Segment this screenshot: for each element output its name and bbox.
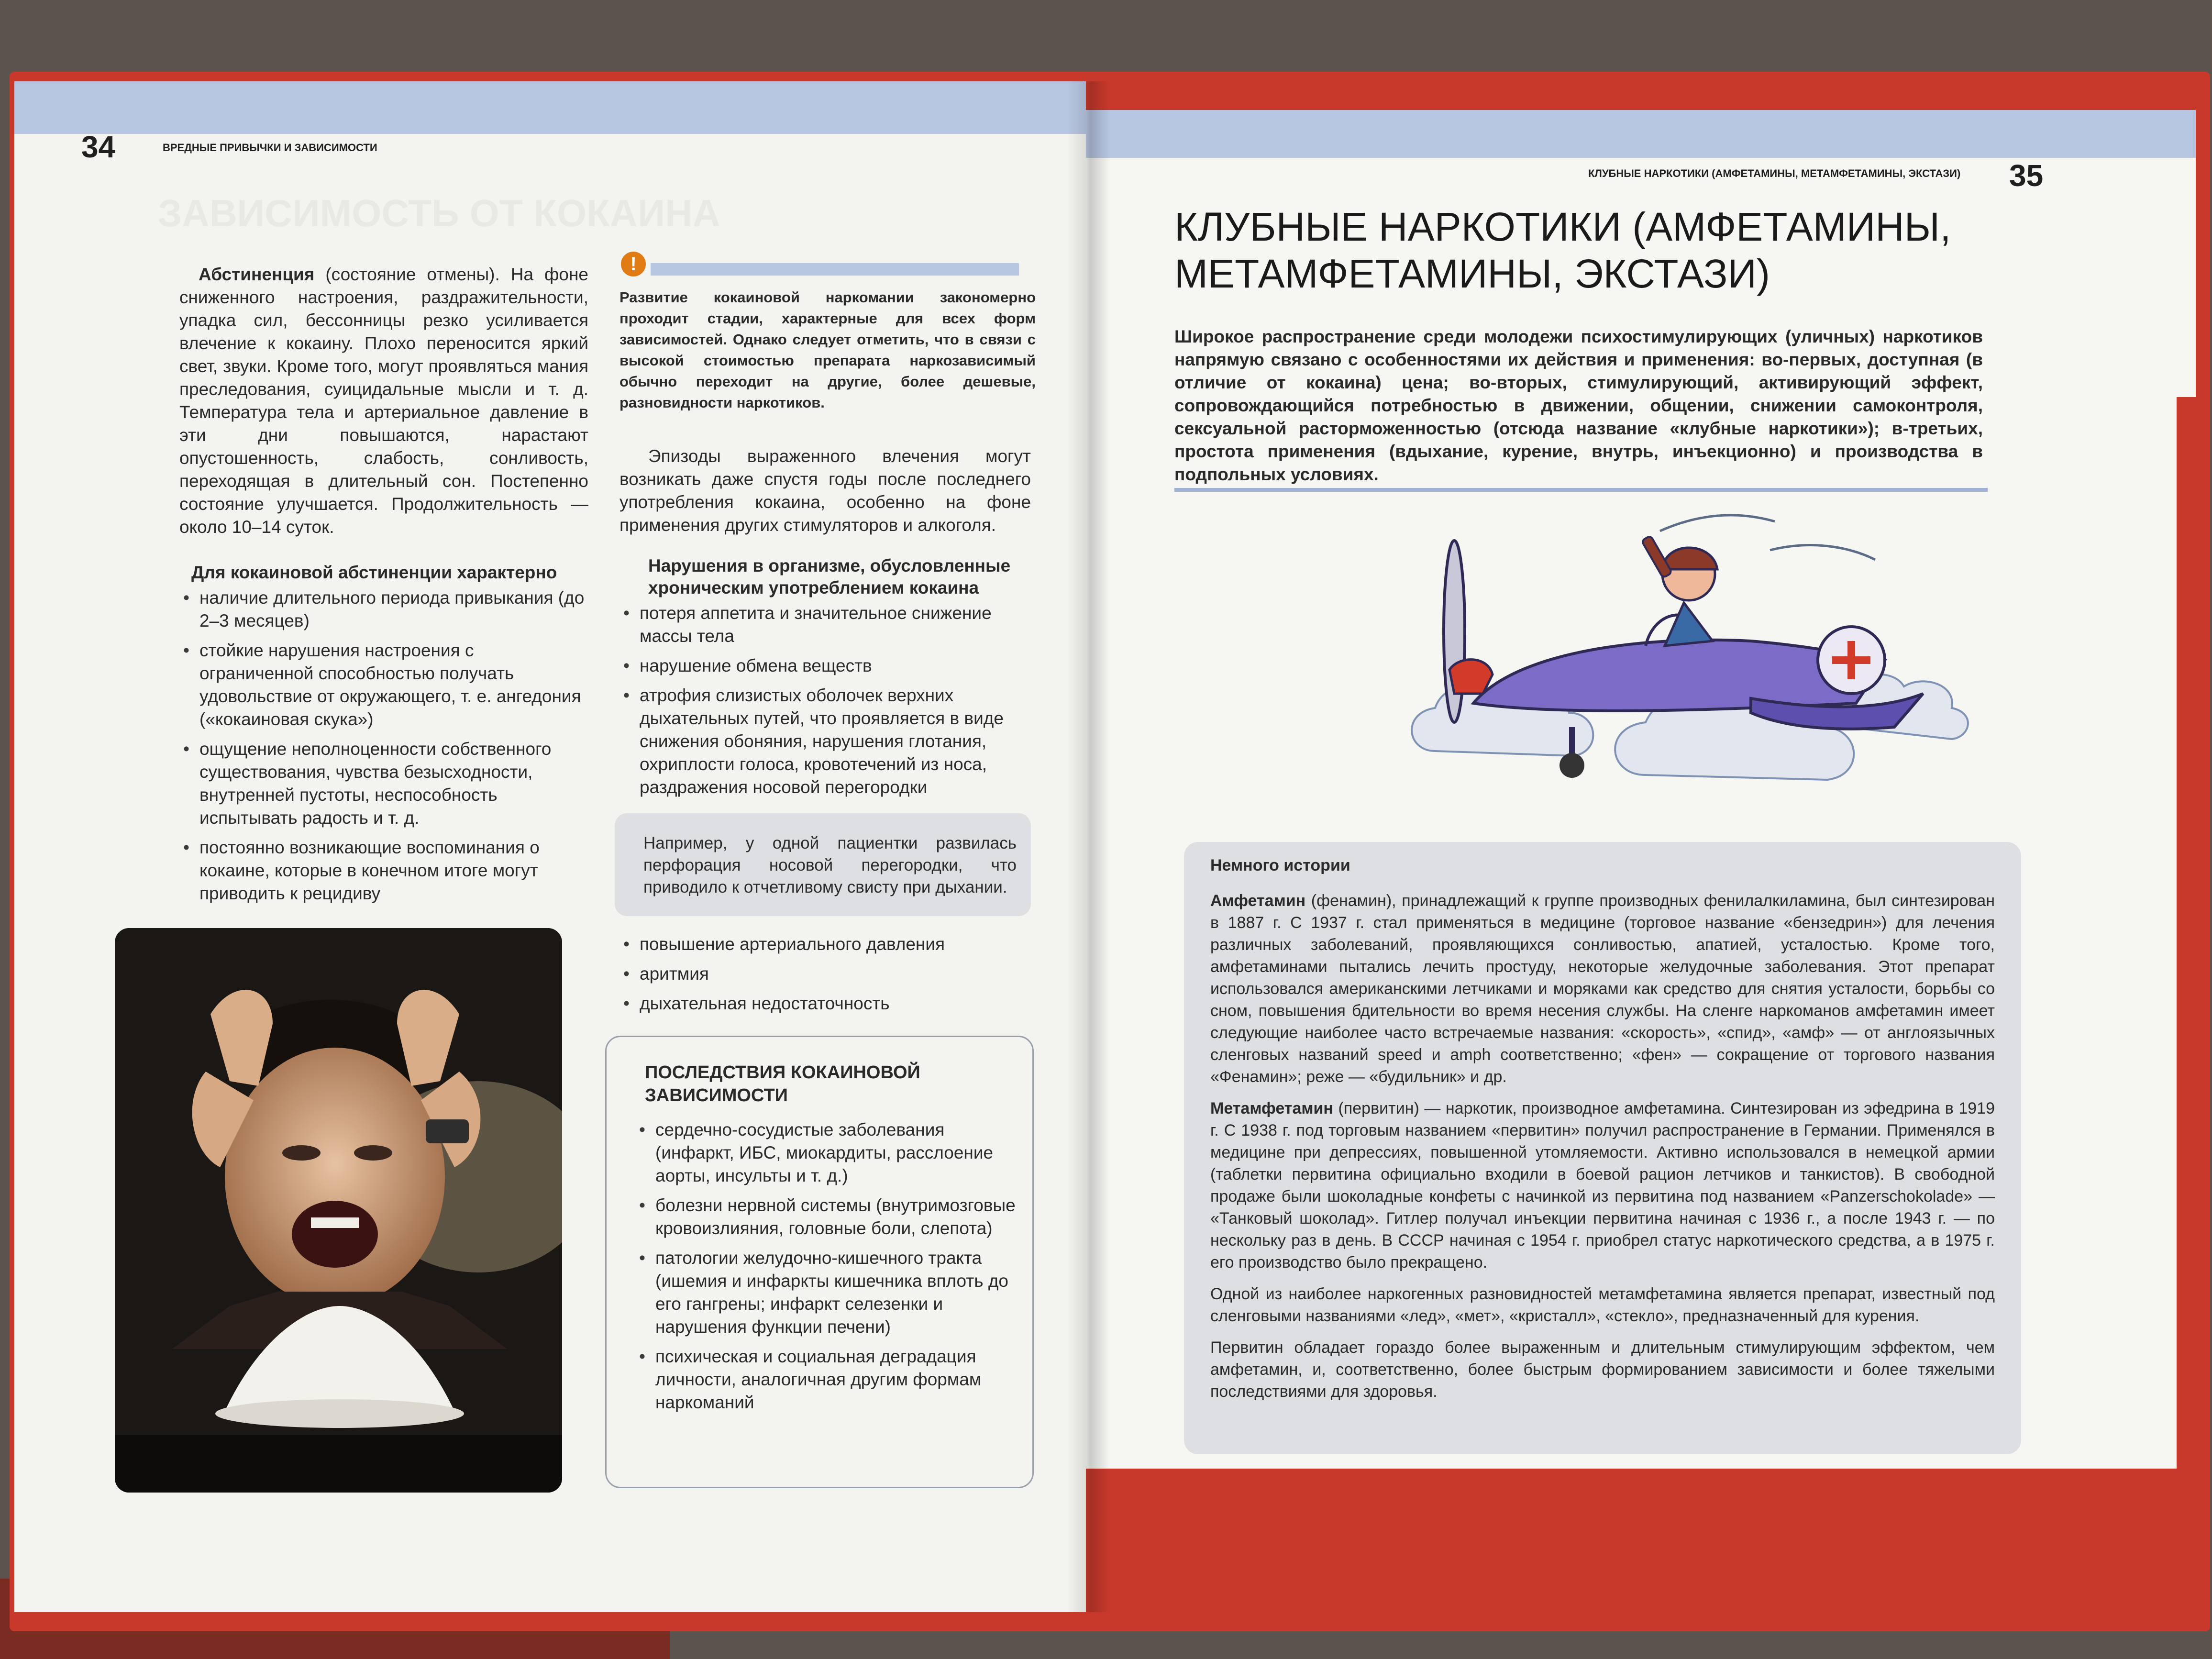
list-item: • дыхательная недостаточность <box>619 992 1031 1015</box>
history-box <box>1184 842 2021 1454</box>
list-item: • повышение артериального давления <box>619 933 1031 956</box>
list-item: • постоянно возникающие воспоминания о кокаине, которые в конечном итоге могут приводить к рецидиву <box>179 836 588 905</box>
methamphetamine-text: (первитин) — наркотик, производное амфетамина. Синтезирован из эфедрина в 1919 г. С 1938 г. под торговым названием «первитин» получил распространение в Германии. Применялся в медицине при депрессиях, повышенной утомляемости. Активно использовался в немецкой армии (таблетки первитина официально входили в боевой рацион летчиков и танкистов). В свободной продаже были шоколадные конфеты с начинкой из первитина под названием «Panzerschokolade» — «Танковый шоколад». Гитлер получал инъекции первитина начиная с 1936 г., а после 1943 г. — по нескольку раз в день. В СССР начиная с 1954 г. приобрел статус наркотического средства, а в 1975 г. его производство было прекращено. <box>1210 1099 1995 1272</box>
consequences-title: ПОСЛЕДСТВИЯ КОКАИНОВОЙ ЗАВИСИМОСТИ <box>645 1062 920 1106</box>
characteristic-list <box>179 586 588 905</box>
list-item: • ощущение неполноценности собственного существования, чувства безысходности, внутренней пустоты, неспособность испытывать радость и т. д. <box>179 738 588 830</box>
warning-icon: ! <box>621 252 646 276</box>
running-head: ВРЕДНЫЕ ПРИВЫЧКИ И ЗАВИСИМОСТИ <box>163 142 377 154</box>
page-number: 34 <box>81 130 116 164</box>
list-item: • нарушение обмена веществ <box>619 654 1031 677</box>
consequences-list <box>635 1118 1018 1421</box>
list-item: • болезни нервной системы (внутримозговые кровоизлияния, головные боли, слепота) <box>635 1194 1018 1240</box>
intro-paragraph: Широкое распространение среди молодежи психостимулирующих (уличных) наркотиков напрямую связано с особенностями их действия и применения: во-первых, доступная (в отличие от кокаина) цена; во-вторых, стимулирующий, активирующий эффект, сопровождающийся потребностью в движении, общении, снижении самоконтроля, сексуальной расторможенностью (отсюда название «клубные наркотики»); в-третьих, простота применения (вдыхание, курение, внутрь, инъекционно) и производства в подпольных условиях. <box>1174 327 1983 484</box>
example-box <box>615 813 1031 916</box>
warning-rule <box>651 263 1019 276</box>
left-column <box>179 263 588 912</box>
list-item: • психическая и социальная деградация личности, аналогичная другим формам наркоманий <box>635 1345 1018 1414</box>
header-band <box>14 81 1086 134</box>
airplane-illustration <box>1378 502 2009 808</box>
history-paragraph-pervitin: Первитин обладает гораздо более выраженным и длительным стимулирующим эффектом, чем амфетамин, и, соответственно, более быстрым формированием зависимости и более тяжелыми последствиями для здоровья. <box>1210 1338 1995 1401</box>
left-page <box>14 81 1086 1612</box>
photo-stressed-man <box>115 928 562 1493</box>
list-item: • стойкие нарушения настроения с ограниченной способностью получать удовольствие от окружающего, т. е. ангедония («кокаиновая скука») <box>179 639 588 731</box>
abstinence-term: Абстиненция <box>199 265 315 284</box>
page-title: КЛУБНЫЕ НАРКОТИКИ (АМФЕТАМИНЫ, МЕТАМФЕТАМИНЫ, ЭКСТАЗИ) <box>1174 204 1951 296</box>
photo-illustration <box>115 928 562 1493</box>
page-number: 35 <box>2009 158 2044 193</box>
right-column <box>619 445 1031 806</box>
amphetamine-term: Амфетамин <box>1210 892 1306 910</box>
abstinence-paragraph <box>179 263 588 539</box>
list-item: • аритмия <box>619 962 1031 985</box>
list-item: • потеря аппетита и значительное снижение массы тела <box>619 602 1031 648</box>
characteristic-heading: Для кокаиновой абстиненции характерно <box>191 563 557 582</box>
warning-text: Развитие кокаиновой наркомании закономерно проходит стадии, характерные для всех форм зависимостей. Однако следует отметить, что в связи с высокой стоимостью препарата наркозависимый обычно переходит на другие, более дешевые, разновидности наркотиков. <box>619 289 1036 411</box>
cover-edge <box>2177 397 2201 1483</box>
disorders-list-continued <box>619 933 1031 1022</box>
list-item: • наличие длительного периода привыкания (до 2–3 месяцев) <box>179 586 588 632</box>
header-band <box>1086 110 2196 158</box>
intro-rule <box>1174 488 1988 492</box>
episodes-paragraph: Эпизоды выраженного влечения могут возникать даже спустя годы после последнего употребления кокаина, особенно на фоне применения других стимуляторов и алкоголя. <box>619 446 1031 535</box>
list-item: • атрофия слизистых оболочек верхних дыхательных путей, что проявляется в виде снижения обоняния, нарушения глотания, охриплости голоса, кровотечений из носа, раздражения носовой перегородки <box>619 684 1031 799</box>
history-paragraph-amphetamine <box>1210 890 1995 1088</box>
history-body <box>1210 890 1995 1412</box>
list-item: • сердечно-сосудистые заболевания (инфаркт, ИБС, миокардиты, расслоение аорты, инсульты и т. д.) <box>635 1118 1018 1187</box>
history-paragraph-methamphetamine <box>1210 1097 1995 1273</box>
list-item: • патологии желудочно-кишечного тракта (ишемия и инфаркты кишечника вплоть до его гангрены; инфаркт селезенки и нарушения функции печени) <box>635 1247 1018 1338</box>
right-page <box>1086 110 2196 1469</box>
history-heading: Немного истории <box>1210 856 1350 874</box>
running-head: КЛУБНЫЕ НАРКОТИКИ (АМФЕТАМИНЫ, МЕТАМФЕТАМИНЫ, ЭКСТАЗИ) <box>1588 167 1961 179</box>
book-gutter <box>1067 81 1110 1612</box>
example-text: Например, у одной пациентки развилась перфорация носовой перегородки, что приводило к отчетливому свисту при дыхании. <box>643 834 1017 896</box>
consequences-box <box>605 1036 1034 1488</box>
disorders-heading: Нарушения в организме, обусловленные хроническим употреблением кокаина <box>648 556 1011 597</box>
abstinence-text: (состояние отмены). На фоне сниженного настроения, раздражительности, упадка сил, бессонницы резко усиливается влечение к кокаину. Плохо переносится яркий свет, звуки. Кроме того, могут проявляться мания преследования, суицидальные мысли и т. д. Температура тела и артериальное давление в эти дни повышаются, нарастают опустошенность, слабость, сонливость, переходящая в длительный сон. Постепенно состояние улучшается. Продолжительность — около 10–14 суток. <box>179 265 588 537</box>
disorders-list <box>619 602 1031 799</box>
methamphetamine-term: Метамфетамин <box>1210 1099 1333 1117</box>
amphetamine-text: (фенамин), принадлежащий к группе производных фенилалкиламина, был синтезирован в 1887 г. С 1937 г. стал применяться в медицине (торговое название «бензедрин») для лечения различных заболеваний, проявляющихся сонливостью, апатией, усталостью. Кроме того, амфетаминами пытались лечить простуду, некоторые желудочные заболевания. Этот препарат использовался американскими летчиками и моряками как средство для снятия усталости, борьбы со сном, повышения бдительности во время несения службы. На сленге наркоманов амфетамин имеет следующие наиболее часто встречаемые названия: «скорость», «спид», «амф» — от англоязычных сленговых названий speed и amph соответственно; «фен» — сокращение от торгового названия «Фенамин»; реже — «будильник» и др. <box>1210 892 1995 1086</box>
history-paragraph-ice: Одной из наиболее наркогенных разновидностей метамфетамина является препарат, известный под сленговыми названиями «лед», «мет», «кристалл», «стекло», предназначенный для курения. <box>1210 1285 1995 1325</box>
ghost-heading: ЗАВИСИМОСТЬ ОТ КОКАИНА <box>158 192 720 234</box>
